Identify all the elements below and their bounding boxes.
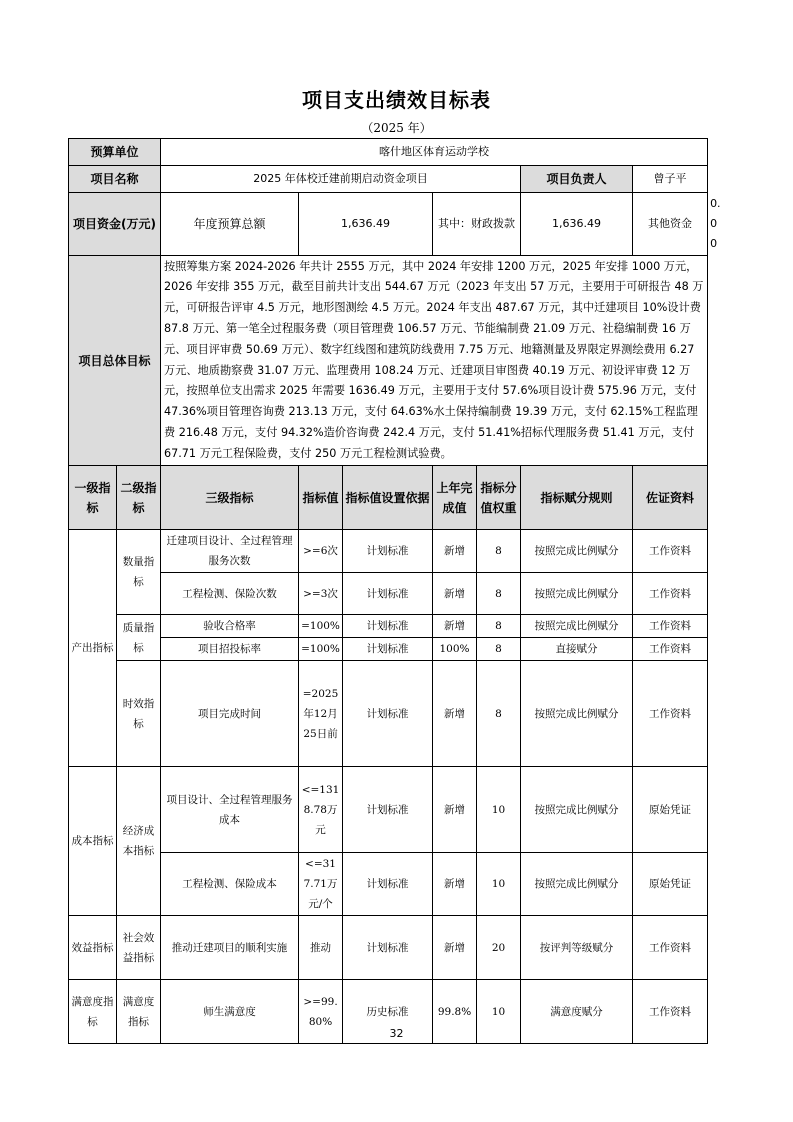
indicator-value: >=6次 [299,530,343,573]
indicator-prev: 新增 [433,530,477,573]
indicator-basis: 计划标准 [343,615,433,638]
subgroup-quantity: 数量指标 [117,530,161,615]
indicator-name: 项目完成时间 [161,661,299,767]
project-name-label: 项目名称 [69,166,161,193]
header-weight: 指标分值权重 [477,466,521,530]
subgroup-economic: 经济成本指标 [117,767,161,916]
indicator-rule: 按评判等级赋分 [521,916,633,980]
indicator-rule: 按照完成比例赋分 [521,661,633,767]
indicator-weight: 10 [477,980,521,1044]
other-fund-cell [633,193,708,256]
indicator-prev: 新增 [433,573,477,615]
indicator-value: =100% [299,615,343,638]
goal-text: 按照筹集方案 2024-2026 年共计 2555 万元，其中 2024 年安排 1200 万元，2025 年安排 1000 万元，2026 年安排 355 万元，截至目前共计支出 544.67 万元（2023 年支出 57 万元，主要用于可研报告 48 万元，可研报告评审 4.5 万元，地形图测绘 4.5 万元。2024 年支出 487.67 万元，其中迁建项目 10%设计费 87.8 万元、第一笔全过程服务费（项目管理费 106.57 万元、节能编制费 21.09 万元、社稳编制费 16 万元、项目评审费 50.69 万元）、数字红线图和建筑防线费用 7.75 万元、地籍测量及界限定界测绘费用 6.27 万元、地质勘察费 31.07 万元、监理费用 108.24 万元、迁建项目审图费 40.19 万元、初设评审费 12 万元，按照单位支出需求 2025 年需要 1636.49 万元，主要用于支付 57.6%项目设计费 575.96 万元，支付 47.36%项目管理咨询费 213.13 万元，支付 64.63%水土保持编制费 19.39 万元，支付 62.15%工程监理费 216.48 万元，支付 94.32%造价咨询费 242.4 万元，支付 51.41%招标代理服务费 51.41 万元，支付 67.71 万元工程保险费，支付 250 万元工程检测试验费。 [161,256,708,466]
indicator-evidence: 工作资料 [633,573,708,615]
annual-budget-value: 1,636.49 [299,193,433,256]
group-output: 产出指标 [69,530,117,767]
indicator-evidence: 工作资料 [633,638,708,661]
indicator-basis: 计划标准 [343,767,433,853]
indicator-rule: 按照完成比例赋分 [521,573,633,615]
indicator-weight: 8 [477,530,521,573]
indicator-prev: 新增 [433,853,477,916]
header-rule: 指标赋分规则 [521,466,633,530]
group-satisfaction: 满意度指标 [69,980,117,1044]
indicator-weight: 8 [477,573,521,615]
indicator-evidence: 工作资料 [633,661,708,767]
indicator-name: 推动迁建项目的顺利实施 [161,916,299,980]
indicator-basis: 历史标准 [343,980,433,1044]
indicator-name: 工程检测、保险成本 [161,853,299,916]
indicator-name: 验收合格率 [161,615,299,638]
header-l1: 一级指标 [69,466,117,530]
indicator-basis: 计划标准 [343,638,433,661]
subgroup-timeliness: 时效指标 [117,661,161,767]
indicator-value: <=317.71万元/个 [299,853,343,916]
budget-unit-label: 预算单位 [69,139,161,166]
indicator-value: <=1318.78万元 [299,767,343,853]
project-name-value: 2025 年体校迁建前期启动资金项目 [161,166,521,193]
group-benefit: 效益指标 [69,916,117,980]
indicator-rule: 按照完成比例赋分 [521,853,633,916]
performance-table: 预算单位 喀什地区体育运动学校 项目名称 2025 年体校迁建前期启动资金项目 项目负责人 曾子平 项目资金(万元) 年度预算总额 1,636.49 其中：财政拨款 1,636.49 其他资金 0.00 项目总体目标 按照筹集方案 2024-2026 年共计 2555 万元，其中 2024 年安排 1200 万元，2025 年安排 1000 万元，2026 年安排 355 万元，截至目前共计支出 544.67 万元（2023 年支出 57 万元，主要用于可研报告 48 万元，可研报告评审 4.5 万元，地形图测绘 4.5 万元。2024 年支出 487.67 万元，其中迁建项目 10%设计费 87.8 万元、第一笔全过程服务费（项目管理费 106.57 万元、节能编制费 21.09 万元、社稳编制费 16 万元、项目评审费 50.69 万元）、数字红线图和建筑防线费用 7.75 万元、地籍测量及界限定界测绘费用 6.27 万元、地质勘察费 31.07 万元、监理费用 108.24 万元、迁建项目审图费 40.19 万元、初设评审费 12 万元，按照单位支出需求 2025 年需要 1636.49 万元，主要用于支付 57.6%项目设计费 575.96 万元，支付 47.36%项目管理咨询费 213.13 万元，支付 64.63%水土保持编制费 19.39 万元，支付 62.15%工程监理费 216.48 万元，支付 94.32%造价咨询费 242.4 万元，支付 51.41%招标代理服务费 51.41 万元，支付 67.71 万元工程保险费，支付 250 万元工程检测试验费。 一级指标 二级指标 三级指标 指标值 指标值设置依据 上年完成值 指标分值权重 指标赋分规则 佐证资料 产出指标 数量指标 迁建项目设计、全过程管理服务次数 >=6次 计划标准 新增 8 按照完成比例赋分 工作资料 工程检测、保险次数 >=3次 计划标准 新增 8 按照完成比例赋分 工作资料 质量指标 验收合格率 =100% 计划标准 新增 8 按照完成比例赋分 工作资料 项目招投标率 =100% 计划标准 100% 8 直接赋分 工作资料 时效指标 项目完成时间 =2025年12月25日前 计划标准 新增 8 按照完成比例赋分 工作资料 成本指标 经济成本指标 项目设计、全过程管理服务成本 <=1318.78万元 计划标准 新增 10 按照完成比例赋分 原始凭证 工程检测、保险成本 <=317.71万元/个 计划标准 新增 10 按照完成比例赋分 原始凭证 效益指标 社会效益指标 推动迁建项目的顺利实施 推动 计划标准 新增 20 按评判等级赋分 工作资料 满意度指标 满意度指标 师生满意度 >=99.80% 历史标准 99.8% 10 满意度赋分 工作资料 [68,138,708,1044]
indicator-name: 迁建项目设计、全过程管理服务次数 [161,530,299,573]
indicator-name: 师生满意度 [161,980,299,1044]
indicator-value: >=99.80% [299,980,343,1044]
indicator-basis: 计划标准 [343,530,433,573]
indicator-basis: 计划标准 [343,916,433,980]
subgroup-quality: 质量指标 [117,615,161,661]
subgroup-satisfaction: 满意度指标 [117,980,161,1044]
indicator-rule: 按照完成比例赋分 [521,530,633,573]
indicator-weight: 10 [477,853,521,916]
header-l2: 二级指标 [117,466,161,530]
header-value: 指标值 [299,466,343,530]
indicator-rule: 按照完成比例赋分 [521,767,633,853]
indicator-value: =100% [299,638,343,661]
indicator-prev: 新增 [433,661,477,767]
indicator-name: 工程检测、保险次数 [161,573,299,615]
header-prev: 上年完成值 [433,466,477,530]
owner-label: 项目负责人 [521,166,633,193]
indicator-prev: 新增 [433,916,477,980]
fiscal-label: 其中：财政拨款 [433,193,521,256]
group-cost: 成本指标 [69,767,117,916]
indicator-evidence: 原始凭证 [633,853,708,916]
indicator-name: 项目设计、全过程管理服务成本 [161,767,299,853]
page-title: 项目支出绩效目标表 [302,88,491,112]
indicator-prev: 99.8% [433,980,477,1044]
owner-value: 曾子平 [633,166,708,193]
indicator-basis: 计划标准 [343,661,433,767]
indicator-weight: 20 [477,916,521,980]
page-number: 32 [389,1027,404,1040]
indicator-evidence: 工作资料 [633,615,708,638]
indicator-evidence: 工作资料 [633,530,708,573]
fund-label: 项目资金(万元) [69,193,161,256]
budget-unit-value: 喀什地区体育运动学校 [161,139,708,166]
indicator-prev: 新增 [433,615,477,638]
other-fund-label: 其他资金 [648,217,693,230]
indicator-evidence: 工作资料 [633,980,708,1044]
subgroup-social: 社会效益指标 [117,916,161,980]
indicator-rule: 按照完成比例赋分 [521,615,633,638]
header-basis: 指标值设置依据 [343,466,433,530]
indicator-basis: 计划标准 [343,573,433,615]
indicator-value: 推动 [299,916,343,980]
indicator-evidence: 工作资料 [633,916,708,980]
header-l3: 三级指标 [161,466,299,530]
indicator-prev: 新增 [433,767,477,853]
fiscal-value: 1,636.49 [521,193,633,256]
indicator-prev: 100% [433,638,477,661]
indicator-weight: 8 [477,615,521,638]
indicator-weight: 10 [477,767,521,853]
indicator-weight: 8 [477,661,521,767]
indicator-value: >=3次 [299,573,343,615]
annual-budget-label: 年度预算总额 [161,193,299,256]
indicator-rule: 直接赋分 [521,638,633,661]
header-evidence: 佐证资料 [633,466,708,530]
indicator-name: 项目招投标率 [161,638,299,661]
year-label: （2025 年） [361,121,432,135]
indicator-weight: 8 [477,638,521,661]
goal-label: 项目总体目标 [69,256,161,466]
indicator-value: =2025年12月25日前 [299,661,343,767]
indicator-evidence: 原始凭证 [633,767,708,853]
indicator-basis: 计划标准 [343,853,433,916]
indicator-rule: 满意度赋分 [521,980,633,1044]
